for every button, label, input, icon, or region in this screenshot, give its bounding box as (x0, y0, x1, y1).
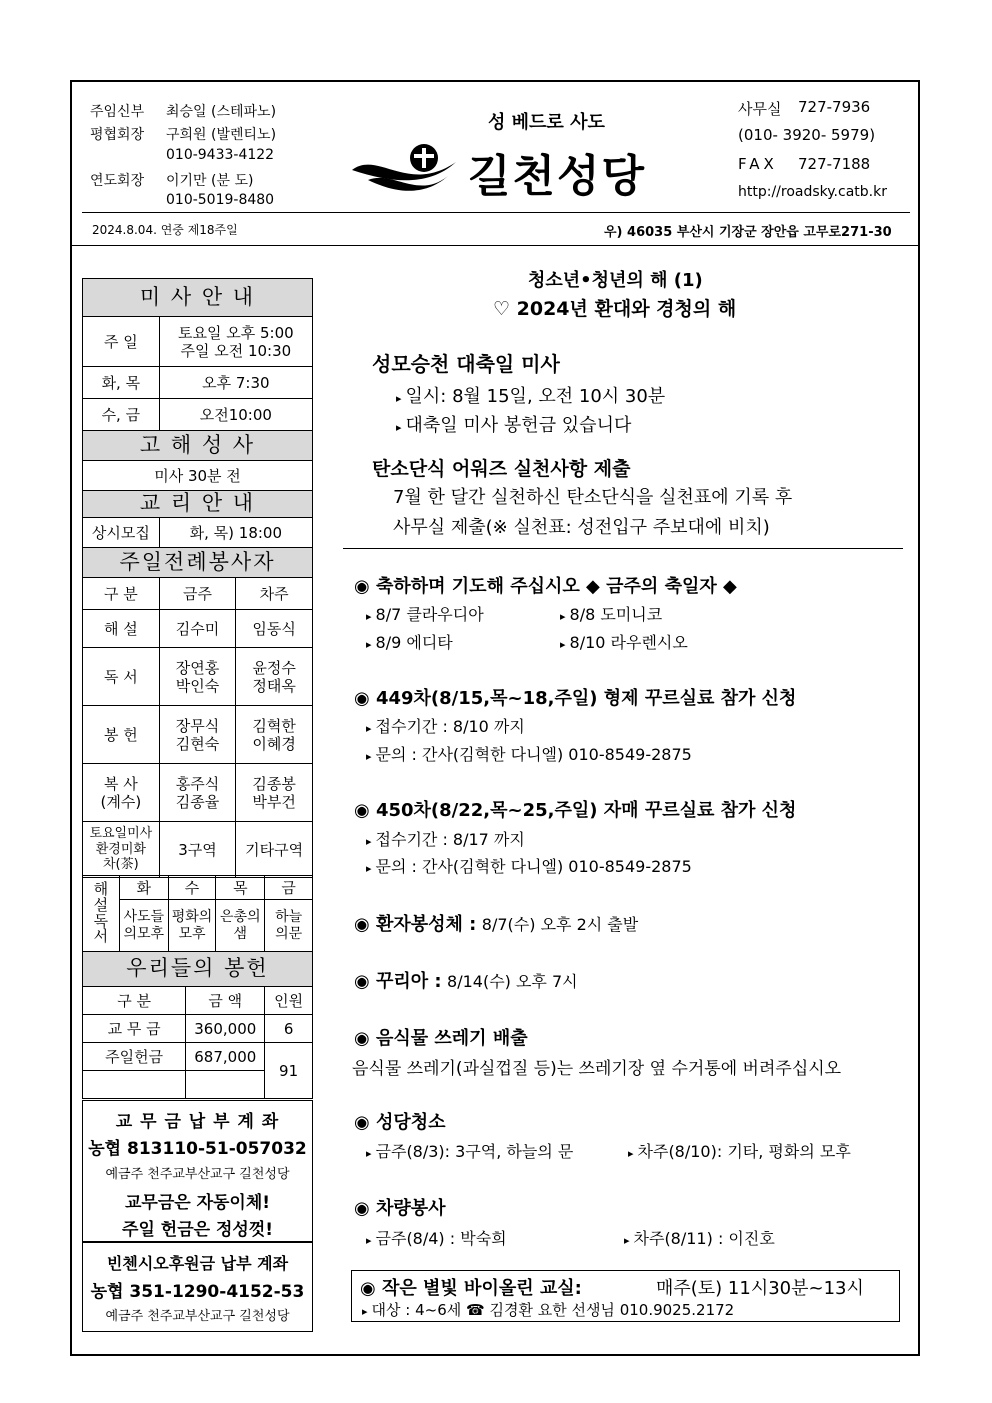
section-divider (343, 548, 903, 549)
dues-account-holder: 예금주 천주교부산교구 길천성당 (105, 1167, 290, 1182)
offering-label: 주일헌금 (83, 1043, 186, 1071)
offering-count: 91 (265, 1043, 313, 1099)
server-role: (계수) (100, 792, 142, 811)
header-bottom-divider (72, 245, 918, 246)
patron-saint: 성 베드로 사도 (488, 112, 605, 133)
cursillo-women-item: ▸ 접수기간 : 8/17 까지 (366, 830, 525, 849)
carbon-text: 7월 한 달간 실천하신 탄소단식을 실천표에 기록 후 (393, 487, 793, 508)
server-this-week: 김수미 (159, 610, 236, 648)
offering-amount: 360,000 (186, 1015, 265, 1043)
weekday-day: 수 (168, 876, 216, 900)
offering-header: 인원 (265, 987, 313, 1015)
violin-title: ◉ 작은 별빛 바이올린 교실: (360, 1278, 582, 1299)
server-next-week: 임동식 (236, 610, 313, 648)
weekday-day: 금 (265, 876, 313, 900)
weekday-day: 목 (216, 876, 265, 900)
office-label: 사무실 (738, 100, 782, 118)
violin-info: ▸ 대상 : 4~6세 ☎ 김경환 요한 선생님 010.9025.2172 (362, 1301, 735, 1319)
staff-name: 최승일 (스테파노) (166, 104, 277, 120)
weekday-reader-label: 서 (93, 927, 109, 946)
fax-label: FAX (738, 155, 778, 173)
staff-role: 평협회장 (90, 127, 145, 143)
address: 우) 46035 부산시 기장군 장안읍 고무로271-30 (604, 225, 892, 240)
date-line: 2024.8.04. 연중 제18주일 (92, 223, 238, 237)
tue-thu-time: 오후 7:30 (159, 367, 312, 399)
violin-time: 매주(토) 11시30분~13시 (656, 1278, 864, 1299)
staff-role: 연도회장 (90, 173, 145, 189)
confession-title: 고 해 성 사 (83, 431, 313, 461)
offering-note: 주일 헌금은 정성껏! (122, 1220, 273, 1240)
sunday-mass-time: 주일 오전 10:30 (180, 341, 292, 360)
weekday-reader-table (82, 875, 313, 952)
weekday-reader-label: 해 (93, 880, 109, 898)
weekday-group: 모후 (178, 925, 206, 942)
weekday-reader-label: 설 (93, 895, 109, 914)
vincent-account-holder: 예금주 천주교부산교구 길천성당 (105, 1309, 290, 1324)
violin-class-box (351, 1270, 900, 1322)
weekday-reader-label: 독 (93, 911, 109, 930)
weekday-group: 평화의 (171, 908, 213, 925)
server-this-week: 장연홍 (175, 658, 220, 677)
mass-title: 미 사 안 내 (83, 279, 313, 317)
server-next-week: 윤정수 (252, 658, 296, 677)
parking-item: ▸ 차주(8/11) : 이진호 (624, 1229, 775, 1248)
cleaning-item: ▸ 차주(8/10): 기타, 평화의 모후 (628, 1142, 851, 1161)
theme-line-1: 청소년•청년의 해 (1) (528, 270, 703, 291)
feast-item: ▸ 8/8 도미니코 (560, 605, 663, 624)
parking-item: ▸ 금주(8/4) : 박숙희 (366, 1229, 507, 1248)
server-next-week: 김종봉 (252, 774, 296, 793)
legio-curia: ◉ 꾸리아 : 8/14(수) 오후 7시 (354, 971, 578, 992)
weekday-group: 사도들 (123, 908, 165, 925)
dues-account-number: 농협 813110-51-057032 (88, 1139, 307, 1159)
staff-phone: 010-9433-4122 (166, 147, 275, 163)
offering-title: 우리들의 봉헌 (83, 952, 313, 987)
server-next-week: 이혜경 (252, 734, 296, 753)
food-waste-text: 음식물 쓰레기(과실껍질 등)는 쓰레기장 옆 수거통에 버려주십시오 (352, 1059, 842, 1079)
server-role: 차(茶) (102, 857, 139, 873)
schedule-table (82, 278, 313, 878)
wed-fri-label: 수, 금 (83, 399, 160, 431)
cursillo-women-title: ◉ 450차(8/22,목~25,주일) 자매 꾸르실료 참가 신청 (354, 800, 797, 821)
feast-title: ◉ 축하하며 기도해 주십시오 ◆ 금주의 축일자 ◆ (354, 576, 737, 597)
sick-communion: ◉ 환자봉성체 : 8/7(수) 오후 2시 출발 (354, 914, 639, 935)
office-phone: 727-7936 (798, 98, 871, 116)
staff-name: 구희원 (발렌티노) (166, 127, 277, 143)
website-link[interactable]: http://roadsky.catb.kr (738, 184, 887, 200)
parking-title: ◉ 차량봉사 (354, 1198, 446, 1219)
servers-header: 차주 (236, 578, 313, 610)
server-next-week: 기타구역 (236, 822, 313, 878)
cursillo-women-item: ▸ 문의 : 간사(김혁한 다니엘) 010-8549-2875 (366, 857, 692, 876)
dues-note: 교무금은 자동이체! (124, 1193, 271, 1213)
servers-header: 구 분 (83, 578, 160, 610)
server-next-week: 정태옥 (252, 676, 296, 695)
cursillo-men-title: ◉ 449차(8/15,목~18,주일) 형제 꾸르실료 참가 신청 (354, 688, 797, 709)
fax-number: 727-7188 (798, 155, 871, 173)
server-role: 환경미화 (95, 841, 146, 857)
catechism-time: 화, 목) 18:00 (159, 518, 312, 548)
assumption-title: 성모승천 대축일 미사 (372, 352, 560, 376)
confession-time: 미사 30분 전 (83, 461, 313, 491)
cleaning-item: ▸ 금주(8/3): 3구역, 하늘의 문 (366, 1142, 574, 1161)
server-this-week: 김종율 (175, 792, 220, 811)
carbon-text: 사무실 제출(※ 실천표: 성전입구 주보대에 비치) (393, 517, 770, 538)
weekday-group: 의모후 (123, 925, 165, 942)
feast-item: ▸ 8/9 에디타 (366, 633, 453, 652)
feast-item: ▸ 8/7 클라우디아 (366, 605, 484, 624)
food-waste-title: ◉ 음식물 쓰레기 배출 (354, 1028, 528, 1049)
server-role: 토요일미사 (89, 826, 153, 842)
cleaning-title: ◉ 성당청소 (354, 1112, 446, 1133)
tue-thu-label: 화, 목 (83, 367, 160, 399)
weekday-group: 은총의 (220, 908, 261, 925)
feast-item: ▸ 8/10 라우렌시오 (560, 633, 688, 652)
offering-count: 6 (265, 1015, 313, 1043)
sunday-label: 주 일 (83, 317, 160, 367)
theme-line-2: ♡ 2024년 환대와 경청의 해 (493, 298, 737, 320)
server-role: 복 사 (103, 774, 138, 793)
server-role: 해 설 (83, 610, 160, 648)
catechism-label: 상시모집 (83, 518, 160, 548)
staff-phone: 010-5019-8480 (166, 192, 275, 208)
offering-label: 교 무 금 (83, 1015, 186, 1043)
server-this-week: 박인숙 (175, 676, 220, 695)
offering-amount: 687,000 (186, 1043, 265, 1071)
vincent-account-title: 빈첸시오후원금 납부 계좌 (106, 1254, 289, 1273)
vincent-account-box (82, 1242, 313, 1332)
server-this-week: 장무식 (175, 716, 220, 735)
catechism-title: 교 리 안 내 (83, 491, 313, 518)
servers-title: 주일전례봉사자 (83, 548, 313, 578)
offering-table (82, 951, 313, 1099)
wed-fri-time: 오전10:00 (159, 399, 312, 431)
church-logo-icon (348, 140, 460, 198)
dues-account-title: 교 무 금 납 부 계 좌 (115, 1112, 280, 1132)
office-mobile: (010- 3920- 5979) (738, 126, 876, 144)
server-next-week: 김혁한 (252, 716, 296, 735)
cursillo-men-item: ▸ 문의 : 간사(김혁한 다니엘) 010-8549-2875 (366, 745, 692, 764)
staff-role: 주임신부 (90, 104, 145, 120)
offering-header: 금 액 (186, 987, 265, 1015)
assumption-item: ▸ 일시: 8월 15일, 오전 10시 30분 (396, 386, 666, 407)
servers-header: 금주 (159, 578, 236, 610)
server-this-week: 김현숙 (175, 734, 220, 753)
server-role: 독 서 (83, 648, 160, 706)
offering-header: 구 분 (83, 987, 186, 1015)
church-name: 길천성당 (468, 151, 647, 202)
header-divider (82, 212, 910, 213)
assumption-item: ▸ 대축일 미사 봉헌금 있습니다 (396, 415, 632, 436)
server-role: 봉 헌 (83, 706, 160, 764)
server-this-week: 홍주식 (175, 774, 220, 793)
carbon-title: 탄소단식 어워즈 실천사항 제출 (372, 458, 631, 480)
server-this-week: 3구역 (159, 822, 236, 878)
weekday-group: 하늘 (275, 908, 303, 925)
cursillo-men-item: ▸ 접수기간 : 8/10 까지 (366, 717, 525, 736)
server-next-week: 박부건 (252, 792, 296, 811)
weekday-group: 샘 (233, 925, 248, 942)
staff-name: 이기만 (분 도) (166, 173, 254, 189)
saturday-mass-time: 토요일 오후 5:00 (178, 323, 294, 342)
dues-account-box (82, 1100, 313, 1242)
weekday-group: 의문 (275, 925, 303, 942)
weekday-day: 화 (119, 876, 168, 900)
vincent-account-number: 농협 351-1290-4152-53 (90, 1282, 305, 1302)
